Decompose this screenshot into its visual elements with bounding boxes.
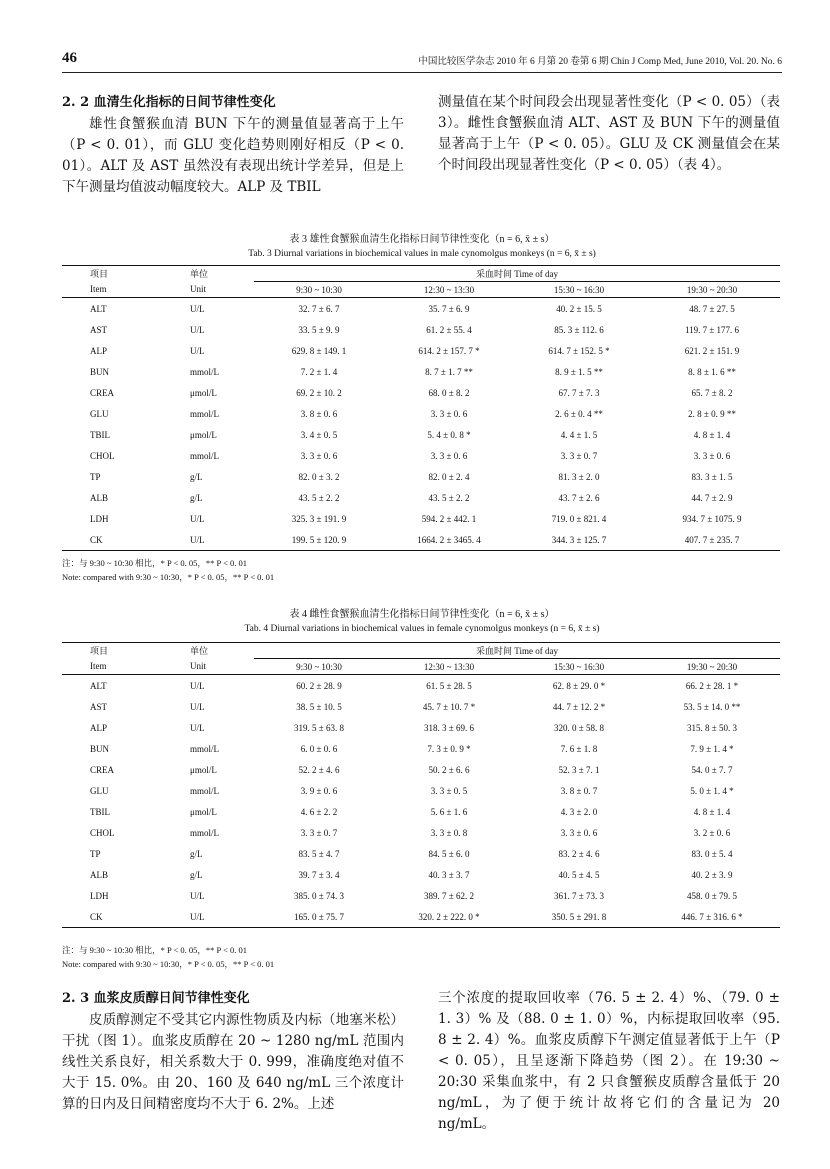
cell-value: 446. 7 ± 316. 6 *	[644, 906, 780, 928]
header-item: 项目	[62, 266, 162, 282]
cell-item: ALP	[90, 345, 108, 356]
paragraph: 测量值在某个时间段会出现显著性变化（P < 0. 05）（表 3）。雌性食蟹猴血清 ALT、AST 及 BUN 下午的测量值显著高于上午（P < 0. 05）。GLU 及 CK 测量值会在某个时间段出现显著性变化（P < 0. 05）（表 4）。	[438, 94, 780, 173]
cell-value: 3. 8 ± 0. 7	[560, 785, 598, 796]
cell-value: 3. 3 ± 0. 6	[300, 450, 338, 461]
cell-value: 2. 6 ± 0. 4 **	[555, 408, 603, 419]
header-time-4: 19:30 ~ 20:30	[644, 282, 780, 298]
cell-value: 3. 9 ± 0. 6	[300, 785, 338, 796]
table-row	[62, 906, 780, 928]
cell-value: 325. 3 ± 191. 9	[291, 513, 347, 524]
table4-caption-en: Tab. 4 Diurnal variations in biochemical values in female cynomolgus monkeys (n = 6, x̄ ± s)	[244, 624, 600, 634]
cell-value: 8. 8 ± 1. 6 **	[688, 366, 736, 377]
page-number: 46	[62, 50, 77, 66]
cell-value: 3. 3 ± 0. 7	[560, 450, 598, 461]
table3-caption-en: Tab. 3 Diurnal variations in biochemical values in male cynomolgus monkeys (n = 6, x̄ ± s)	[248, 249, 596, 259]
cell-value: 60. 2 ± 28. 9	[296, 680, 342, 691]
cell-item: AST	[90, 324, 108, 335]
cell-item: ALT	[90, 680, 107, 691]
cell-unit: U/L	[190, 680, 205, 691]
cell-item: ALB	[90, 869, 108, 880]
section-2-3-left-column	[62, 988, 404, 1115]
cell-unit: g/L	[190, 869, 203, 880]
cell-value: 66. 2 ± 28. 1 *	[685, 680, 739, 691]
section-2-3-right-column	[438, 988, 780, 1135]
cell-value: 4. 6 ± 2. 2	[300, 806, 338, 817]
cell-value: 81. 3 ± 2. 0	[558, 471, 600, 482]
cell-item: TP	[90, 471, 101, 482]
cell-unit: U/L	[190, 345, 205, 356]
cell-value: 320. 0 ± 58. 8	[554, 722, 604, 733]
table-row	[62, 675, 780, 697]
table4	[62, 642, 780, 928]
cell-value: 315. 8 ± 50. 3	[687, 722, 737, 733]
cell-unit: g/L	[190, 492, 203, 503]
cell-unit: U/L	[162, 906, 254, 928]
cell-value: 6. 0 ± 0. 6	[300, 743, 338, 754]
cell-value: 5. 6 ± 1. 6	[430, 806, 468, 817]
table-row	[62, 801, 780, 822]
table4-caption	[62, 608, 782, 636]
cell-value: 83. 3 ± 1. 5	[691, 471, 733, 482]
cell-item: CREA	[90, 764, 115, 775]
cell-item: CK	[62, 906, 162, 928]
cell-value: 84. 5 ± 6. 0	[428, 848, 470, 859]
header-time-2: 12:30 ~ 13:30	[384, 282, 514, 298]
cell-value: 40. 2 ± 15. 5	[556, 303, 602, 314]
cell-item: BUN	[90, 366, 110, 377]
paragraph: 皮质醇测定不受其它内源性物质及内标（地塞米松）干扰（图 1）。血浆皮质醇在 20 ~ 1280 ng/mL 范围内线性关系良好，相关系数大于 0. 999，准确度绝对值不大于 15. 0%。由 20、160 及 640 ng/mL 三个浓度计算的日内及日间精密度均不大于 6. 2%。上述	[62, 1012, 404, 1112]
section-heading-2-3: 2. 3 血浆皮质醇日间节律性变化	[62, 991, 250, 1006]
table-row	[62, 843, 780, 864]
header-time-of-day: 采血时间 Time of day	[254, 643, 780, 659]
cell-item: AST	[90, 701, 108, 712]
table-row	[62, 361, 780, 382]
header-unit: 单位	[162, 643, 254, 659]
cell-value: 8. 7 ± 1. 7 **	[425, 366, 473, 377]
table-row	[62, 780, 780, 801]
cell-item: ALB	[90, 492, 108, 503]
cell-unit: U/L	[190, 303, 205, 314]
cell-value: 40. 5 ± 4. 5	[558, 869, 600, 880]
cell-value: 407. 7 ± 235. 7	[644, 529, 780, 551]
header-unit-en: Unit	[162, 282, 254, 298]
cell-value: 385. 0 ± 74. 3	[294, 890, 344, 901]
cell-unit: μmol/L	[190, 387, 217, 398]
cell-value: 318. 3 ± 69. 6	[424, 722, 474, 733]
cell-value: 50. 2 ± 6. 6	[428, 764, 470, 775]
cell-unit: mmol/L	[190, 743, 219, 754]
table4-note-zh: 注：与 9:30 ~ 10:30 相比，* P < 0. 05，** P < 0. 01	[62, 945, 247, 955]
cell-unit: g/L	[190, 471, 203, 482]
table4-note	[62, 943, 274, 971]
table3-note	[62, 556, 274, 584]
cell-value: 7. 9 ± 1. 4 *	[690, 743, 734, 754]
cell-value: 82. 0 ± 3. 2	[298, 471, 340, 482]
cell-value: 4. 8 ± 1. 4	[693, 429, 731, 440]
cell-value: 82. 0 ± 2. 4	[428, 471, 470, 482]
cell-unit: μmol/L	[190, 429, 217, 440]
table-row	[62, 508, 780, 529]
table3-note-en: Note: compared with 9:30 ~ 10:30，* P < 0. 05，** P < 0. 01	[62, 572, 275, 582]
cell-value: 3. 3 ± 0. 7	[300, 827, 338, 838]
table-row	[62, 445, 780, 466]
cell-value: 389. 7 ± 62. 2	[424, 890, 474, 901]
table4-caption-zh: 表 4 雌性食蟹猴血清生化指标日间节律性变化（n = 6, x̄ ± s）	[289, 609, 555, 620]
cell-value: 3. 3 ± 0. 5	[430, 785, 468, 796]
cell-item: CHOL	[90, 827, 115, 838]
cell-value: 3. 3 ± 0. 6	[560, 827, 598, 838]
table-row	[62, 717, 780, 738]
paragraph: 三个浓度的提取回收率（76. 5 ± 2. 4）%、（79. 0 ± 1. 3）% 及（88. 0 ± 1. 0）%，内标提取回收率（95. 8 ± 2. 4）%。血浆皮质醇下午测定值显著低于上午（P < 0. 05），且呈逐渐下降趋势（图 2）。在 19:30 ~ 20:30 采集血浆中，有 2 只食蟹猴皮质醇含量低于 20 ng/mL，为了便于统计故将它们的含量记为 20 ng/mL。	[438, 990, 780, 1132]
cell-value: 43. 5 ± 2. 2	[428, 492, 470, 503]
cell-item: CHOL	[90, 450, 115, 461]
cell-value: 614. 2 ± 157. 7 *	[418, 345, 480, 356]
cell-value: 5. 4 ± 0. 8 *	[427, 429, 471, 440]
cell-value: 52. 2 ± 4. 6	[298, 764, 340, 775]
header-item-en: Item	[62, 659, 162, 675]
cell-item: TP	[90, 848, 101, 859]
table3-caption	[62, 233, 782, 261]
table-row	[62, 738, 780, 759]
table-row	[62, 487, 780, 508]
cell-item: GLU	[90, 785, 109, 796]
header-unit-en: Unit	[162, 659, 254, 675]
cell-unit: U/L	[190, 701, 205, 712]
header-item-en: Item	[62, 282, 162, 298]
cell-unit: mmol/L	[190, 827, 219, 838]
cell-value: 61. 5 ± 28. 5	[426, 680, 472, 691]
table-row	[62, 382, 780, 403]
cell-value: 48. 7 ± 27. 5	[689, 303, 735, 314]
cell-value: 40. 2 ± 3. 9	[691, 869, 733, 880]
cell-value: 85. 3 ± 112. 6	[554, 324, 604, 335]
cell-value: 361. 7 ± 73. 3	[554, 890, 604, 901]
header-time-3: 15:30 ~ 16:30	[514, 282, 644, 298]
table-row	[62, 822, 780, 843]
cell-item: ALT	[90, 303, 107, 314]
cell-unit: mmol/L	[190, 366, 219, 377]
table-row	[62, 759, 780, 780]
cell-value: 33. 5 ± 9. 9	[298, 324, 340, 335]
table-row	[62, 298, 780, 320]
cell-value: 350. 5 ± 291. 8	[514, 906, 644, 928]
cell-item: BUN	[90, 743, 110, 754]
cell-value: 165. 0 ± 75. 7	[254, 906, 384, 928]
cell-value: 3. 8 ± 0. 6	[300, 408, 338, 419]
cell-value: 68. 0 ± 8. 2	[428, 387, 470, 398]
header-time-2: 12:30 ~ 13:30	[384, 659, 514, 675]
cell-value: 45. 7 ± 10. 7 *	[422, 701, 476, 712]
cell-value: 4. 8 ± 1. 4	[693, 806, 731, 817]
cell-value: 934. 7 ± 1075. 9	[682, 513, 742, 524]
cell-value: 83. 0 ± 5. 4	[691, 848, 733, 859]
cell-unit: U/L	[162, 529, 254, 551]
cell-unit: μmol/L	[190, 764, 217, 775]
cell-value: 7. 2 ± 1. 4	[300, 366, 338, 377]
cell-value: 119. 7 ± 177. 6	[684, 324, 740, 335]
paragraph: 雄性食蟹猴血清 BUN 下午的测量值显著高于上午（P < 0. 01），而 GLU 变化趋势则刚好相反（P < 0. 01）。ALT 及 AST 虽然没有表现出统计学差异，但是上下午测量均值波动幅度较大。ALP 及 TBIL	[62, 116, 404, 195]
cell-value: 52. 3 ± 7. 1	[558, 764, 600, 775]
cell-value: 3. 4 ± 0. 5	[300, 429, 338, 440]
cell-item: LDH	[90, 890, 109, 901]
cell-value: 594. 2 ± 442. 1	[421, 513, 477, 524]
cell-value: 3. 2 ± 0. 6	[693, 827, 731, 838]
cell-value: 44. 7 ± 12. 2 *	[552, 701, 606, 712]
cell-item: ALP	[90, 722, 108, 733]
cell-unit: mmol/L	[190, 785, 219, 796]
cell-value: 35. 7 ± 6. 9	[428, 303, 470, 314]
cell-value: 43. 5 ± 2. 2	[298, 492, 340, 503]
cell-value: 40. 3 ± 3. 7	[428, 869, 470, 880]
cell-value: 3. 3 ± 0. 8	[430, 827, 468, 838]
cell-unit: g/L	[190, 848, 203, 859]
cell-item: GLU	[90, 408, 109, 419]
cell-value: 199. 5 ± 120. 9	[254, 529, 384, 551]
cell-value: 7. 3 ± 0. 9 *	[427, 743, 471, 754]
cell-value: 7. 6 ± 1. 8	[560, 743, 598, 754]
cell-value: 629. 8 ± 149. 1	[291, 345, 347, 356]
header-time-1: 9:30 ~ 10:30	[254, 282, 384, 298]
section-2-2-right-column	[438, 92, 780, 176]
cell-value: 3. 3 ± 0. 6	[430, 408, 468, 419]
table3-note-zh: 注：与 9:30 ~ 10:30 相比，* P < 0. 05，** P < 0. 01	[62, 558, 247, 568]
cell-item: TBIL	[90, 429, 110, 440]
cell-value: 39. 7 ± 3. 4	[298, 869, 340, 880]
cell-value: 3. 3 ± 0. 6	[430, 450, 468, 461]
cell-unit: U/L	[190, 890, 205, 901]
cell-value: 5. 0 ± 1. 4 *	[690, 785, 734, 796]
cell-value: 43. 7 ± 2. 6	[558, 492, 600, 503]
cell-value: 614. 7 ± 152. 5 *	[548, 345, 610, 356]
table3	[62, 265, 780, 551]
cell-value: 719. 0 ± 821. 4	[551, 513, 607, 524]
cell-unit: U/L	[190, 324, 205, 335]
cell-unit: U/L	[190, 722, 205, 733]
cell-value: 4. 4 ± 1. 5	[560, 429, 598, 440]
cell-unit: U/L	[190, 513, 205, 524]
cell-value: 320. 2 ± 222. 0 *	[384, 906, 514, 928]
cell-item: LDH	[90, 513, 109, 524]
cell-value: 44. 7 ± 2. 9	[691, 492, 733, 503]
cell-value: 83. 5 ± 4. 7	[298, 848, 340, 859]
cell-value: 61. 2 ± 55. 4	[426, 324, 472, 335]
cell-value: 8. 9 ± 1. 5 **	[555, 366, 603, 377]
cell-value: 458. 0 ± 79. 5	[687, 890, 737, 901]
table-row	[62, 424, 780, 445]
header-item: 项目	[62, 643, 162, 659]
page-header	[62, 50, 782, 73]
cell-value: 3. 3 ± 0. 6	[693, 450, 731, 461]
cell-value: 83. 2 ± 4. 6	[558, 848, 600, 859]
table4-note-en: Note: compared with 9:30 ~ 10:30，* P < 0. 05，** P < 0. 01	[62, 959, 275, 969]
cell-value: 2. 8 ± 0. 9 **	[688, 408, 736, 419]
cell-value: 344. 3 ± 125. 7	[514, 529, 644, 551]
cell-item: CK	[62, 529, 162, 551]
cell-value: 54. 0 ± 7. 7	[691, 764, 733, 775]
cell-value: 4. 3 ± 2. 0	[560, 806, 598, 817]
table-row	[62, 403, 780, 424]
header-time-4: 19:30 ~ 20:30	[644, 659, 780, 675]
cell-item: CREA	[90, 387, 115, 398]
table-row	[62, 885, 780, 906]
table-row	[62, 340, 780, 361]
cell-unit: mmol/L	[190, 408, 219, 419]
cell-value: 319. 5 ± 63. 8	[294, 722, 344, 733]
cell-value: 65. 7 ± 8. 2	[691, 387, 733, 398]
header-time-3: 15:30 ~ 16:30	[514, 659, 644, 675]
table3-caption-zh: 表 3 雄性食蟹猴血清生化指标日间节律性变化（n = 6, x̄ ± s）	[289, 234, 555, 245]
cell-unit: μmol/L	[190, 806, 217, 817]
cell-value: 621. 2 ± 151. 9	[684, 345, 740, 356]
section-heading-2-2: 2. 2 血清生化指标的日间节律性变化	[62, 95, 276, 110]
cell-value: 38. 5 ± 10. 5	[296, 701, 342, 712]
cell-value: 32. 7 ± 6. 7	[298, 303, 340, 314]
journal-citation: 中国比较医学杂志 2010 年 6 月第 20 卷第 6 期 Chin J Comp Med, June 2010, Vol. 20. No. 6	[418, 57, 782, 67]
header-unit: 单位	[162, 266, 254, 282]
table-row	[62, 319, 780, 340]
table-row	[62, 696, 780, 717]
cell-item: TBIL	[90, 806, 110, 817]
table-row	[62, 529, 780, 551]
table-row	[62, 864, 780, 885]
cell-value: 69. 2 ± 10. 2	[296, 387, 342, 398]
cell-value: 62. 8 ± 29. 0 *	[552, 680, 606, 691]
header-time-1: 9:30 ~ 10:30	[254, 659, 384, 675]
cell-value: 67. 7 ± 7. 3	[558, 387, 600, 398]
section-2-2-left-column	[62, 92, 404, 198]
cell-value: 1664. 2 ± 3465. 4	[384, 529, 514, 551]
header-time-of-day: 采血时间 Time of day	[254, 266, 780, 282]
cell-unit: mmol/L	[190, 450, 219, 461]
table-row	[62, 466, 780, 487]
cell-value: 53. 5 ± 14. 0 **	[683, 701, 741, 712]
